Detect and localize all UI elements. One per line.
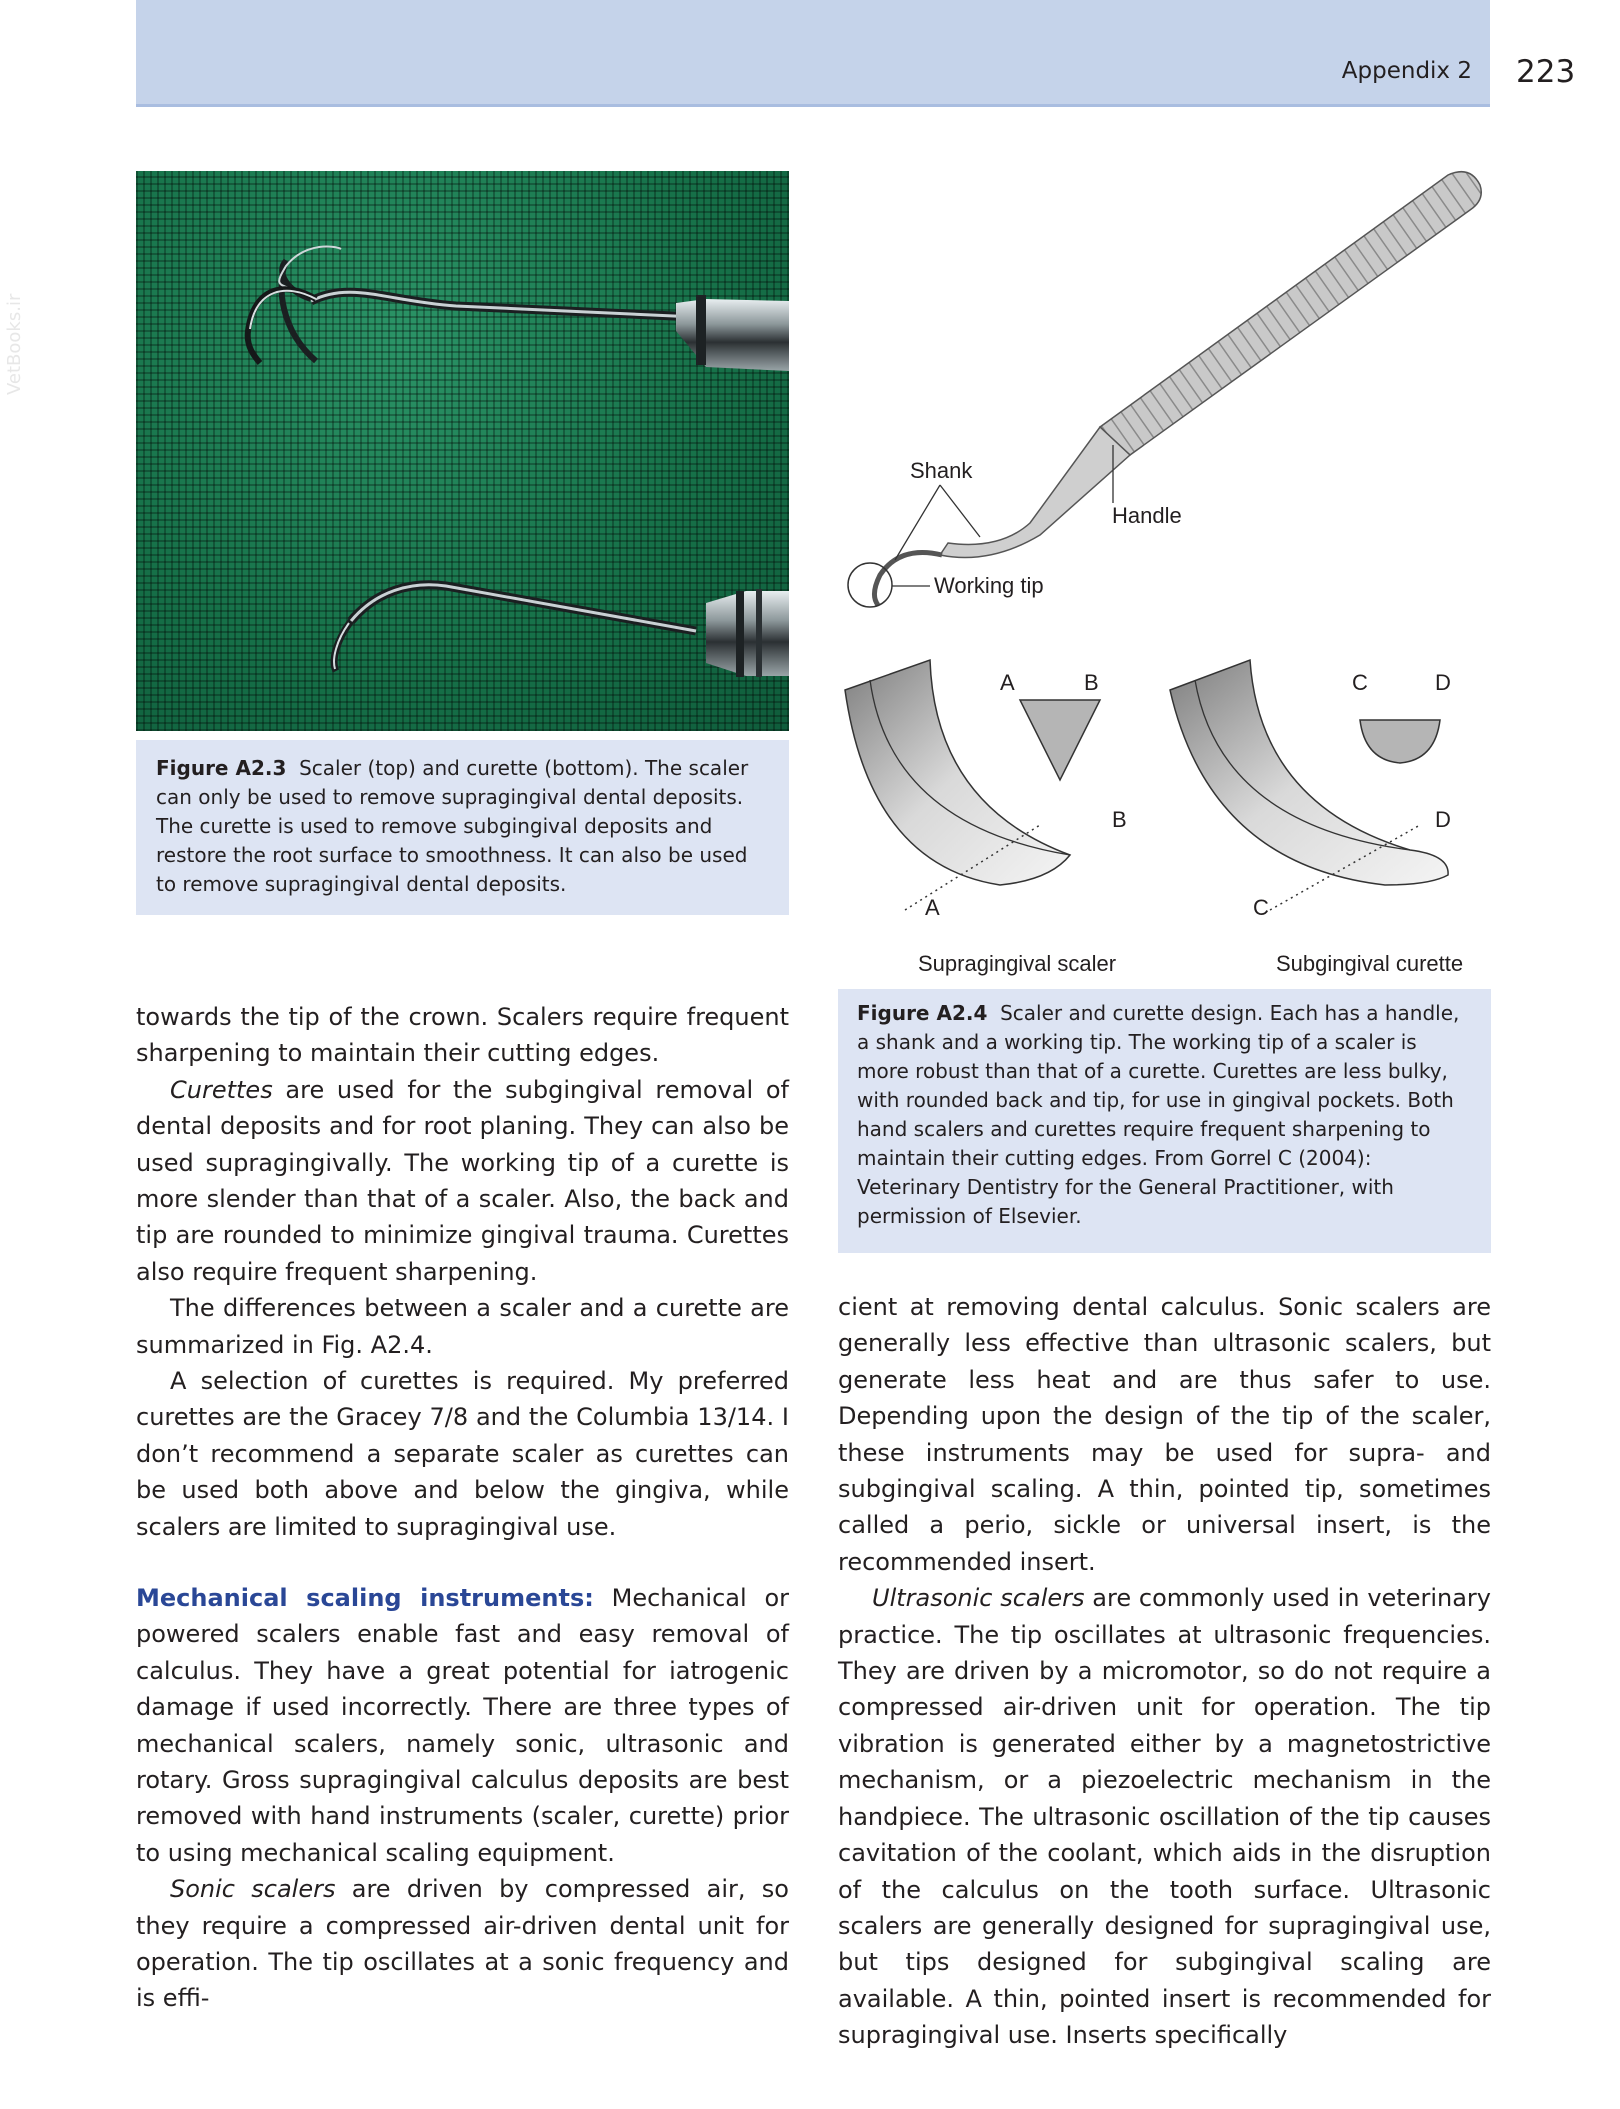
leader-shank-b bbox=[940, 485, 980, 537]
paragraph: The differences between a scaler and a curette are summarized in Fig. A2.4. bbox=[136, 1294, 789, 1359]
figure-a2-3-label: Figure A2.3 bbox=[156, 756, 287, 780]
leader-shank-a bbox=[895, 485, 940, 560]
label-working-tip: Working tip bbox=[934, 573, 1044, 598]
label-subgingival-curette: Subgingival curette bbox=[1276, 951, 1464, 976]
curette-instrument bbox=[334, 585, 789, 677]
term-curettes: Curettes bbox=[170, 1075, 273, 1104]
paragraph: A selection of curettes is required. My preferred curettes are the Gracey 7/8 and the Columbia 13/14. I don’t recommend a separate scaler as curettes can be used both above and below the gingiva, while scalers are limited to supragingival use. bbox=[136, 1367, 789, 1541]
running-head: Appendix 2 bbox=[1341, 58, 1472, 84]
curette-blade bbox=[1170, 660, 1448, 910]
paragraph: cient at removing dental calculus. Sonic scalers are generally less effective than ultrasonic scalers, but generate less heat and are thus safer to use. Depending upon the design of the tip of the scaler, these instruments may be used for supra- and subgingival scaling. A thin, pointed tip, sometimes called a perio, sickle or universal insert, is the recommended insert. bbox=[838, 1293, 1491, 1576]
figure-a2-4-caption bbox=[838, 989, 1491, 1253]
label-a-blade: A bbox=[925, 895, 940, 920]
figure-a2-4-diagram bbox=[830, 165, 1510, 985]
paragraph-text: are commonly used in veterinary practice. The tip oscillates at ultrasonic frequencies. They are driven by a micromotor, so do not require a compressed air-driven unit for operation. The tip vibration is generated either by a magnetostrictive mechanism, or a piezoelectric mechanism in the handpiece. The ultrasonic oscillation of the tip causes cavitation of the coolant, which aids in the disruption of the calculus on the tooth surface. Ultrasonic scalers are generally designed for supragingival use, but tips designed for subgingival scaling are available. A thin, pointed insert is recommended for supragingival use. Inserts specifically bbox=[838, 1584, 1491, 2050]
paragraph-text: are used for the subgingival removal of dental deposits and for root planing. They can also be used supragingivally. The working tip of a curette is more slender than that of a scaler. Also, the back and tip are rounded to minimize gingival trauma. Curettes also require frequent sharpening. bbox=[136, 1075, 789, 1286]
header-band bbox=[136, 0, 1490, 107]
scaler-blade bbox=[845, 660, 1100, 910]
paragraph-ultrasonic bbox=[838, 1580, 1491, 2053]
figure-a2-4-label: Figure A2.4 bbox=[857, 1001, 988, 1025]
label-c-top: C bbox=[1352, 670, 1368, 695]
instrument-outline bbox=[848, 172, 1481, 607]
watermark: VetBooks.ir bbox=[4, 293, 25, 395]
label-a-top: A bbox=[1000, 670, 1015, 695]
section-heading: Mechanical scaling instruments: bbox=[136, 1584, 594, 1612]
label-b-blade: B bbox=[1112, 807, 1127, 832]
page-number: 223 bbox=[1516, 54, 1576, 90]
body-right-column bbox=[838, 1289, 1491, 2054]
paragraph-sonic bbox=[136, 1871, 789, 2017]
instruments-photo-illustration bbox=[136, 171, 789, 731]
paragraph-curettes bbox=[136, 1072, 789, 1290]
curette-cross-section bbox=[1360, 720, 1440, 763]
figure-a2-3-caption-text: Scaler (top) and curette (bottom). The scaler can only be used to remove supragingival dental deposits. The curette is used to remove subgingival deposits and restore the root surface to smoothness. It can also be used to remove supragingival dental deposits. bbox=[156, 756, 749, 896]
paragraph: towards the tip of the crown. Scalers require frequent sharpening to maintain their cutting edges. bbox=[136, 1003, 789, 1068]
paragraph-text: Mechanical or powered scalers enable fast and easy removal of calculus. They have a great potential for iatrogenic damage if used incorrectly. There are three types of mechanical scalers, namely sonic, ultrasonic and rotary. Gross supragingival calculus deposits are best removed with hand instruments (scaler, curette) prior to using mechanical scaling equipment. bbox=[136, 1584, 790, 1867]
label-c-blade: C bbox=[1253, 895, 1269, 920]
paragraph-text: are driven by compressed air, so they require a compressed air-driven dental unit for operation. The tip oscillates at a sonic frequency and is effi- bbox=[136, 1875, 789, 2013]
figure-a2-4-caption-text: Scaler and curette design. Each has a handle, a shank and a working tip. The working tip of a scaler is more robust than that of a curette. Curettes are less bulky, with rounded back and tip, for use in gingival pockets. Both hand scalers and curettes require frequent sharpening to maintain their cutting edges. From Gorrel C (2004): Veterinary Dentistry for the General Practitioner, with permission of Elsevier. bbox=[857, 1001, 1460, 1228]
term-ultrasonic-scalers: Ultrasonic scalers bbox=[872, 1584, 1085, 1613]
label-d-top: D bbox=[1435, 670, 1451, 695]
label-supragingival-scaler: Supragingival scaler bbox=[918, 951, 1117, 976]
term-sonic-scalers: Sonic scalers bbox=[170, 1875, 336, 1904]
paragraph-mechanical bbox=[136, 1580, 789, 1871]
figure-a2-3-photo bbox=[136, 171, 789, 731]
scaler-cross-section bbox=[1020, 700, 1100, 780]
scaler-instrument bbox=[248, 246, 789, 371]
label-b-top: B bbox=[1084, 670, 1099, 695]
figure-a2-3-caption bbox=[136, 740, 789, 915]
body-left-column-top bbox=[136, 999, 789, 1545]
label-handle: Handle bbox=[1112, 503, 1182, 528]
body-left-column-bottom bbox=[136, 1580, 789, 2017]
label-d-blade: D bbox=[1435, 807, 1451, 832]
label-shank: Shank bbox=[910, 458, 973, 483]
